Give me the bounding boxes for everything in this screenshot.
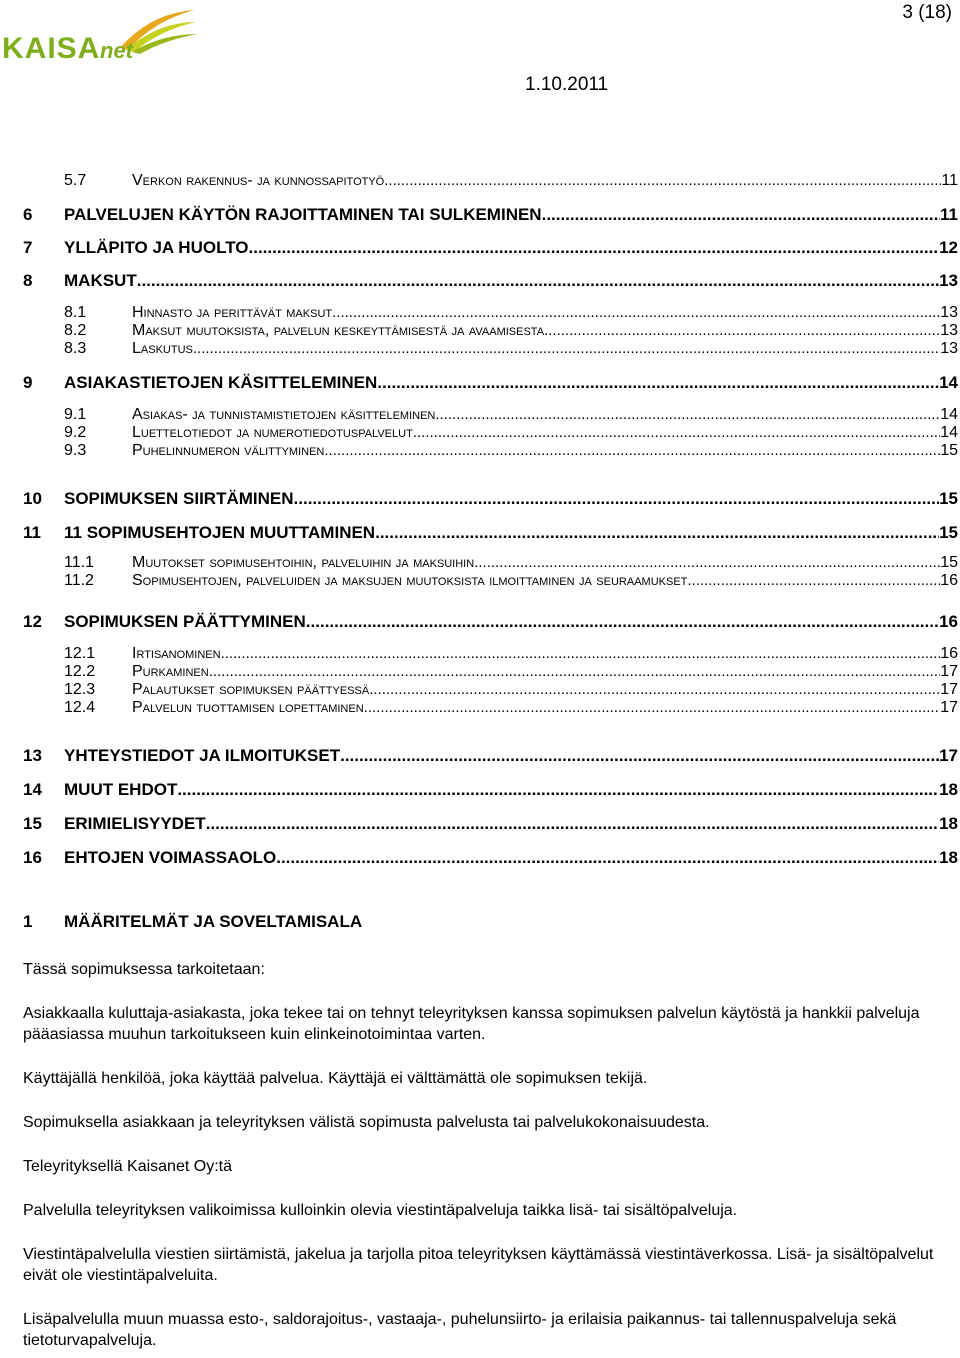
- toc-entry[interactable]: [23, 442, 958, 460]
- toc-entry-page: 17: [939, 746, 958, 765]
- toc-entry-label: MAKSUT: [64, 271, 137, 290]
- toc-entry-page: 17: [940, 681, 958, 698]
- toc-entry[interactable]: [23, 699, 958, 717]
- section-number: 1: [23, 912, 33, 931]
- toc-entry[interactable]: [23, 406, 958, 424]
- toc-entry-number: 8.2: [64, 322, 87, 339]
- toc-entry-number: 15: [23, 814, 42, 833]
- toc-entry-page: 13: [939, 271, 958, 290]
- document-date: 1.10.2011: [525, 74, 609, 95]
- toc-entry-label: Laskutus: [132, 340, 193, 357]
- paragraph: Käyttäjällä henkilöä, joka käyttää palvelua. Käyttäjä ei välttämättä ole sopimuksen tekijä.: [23, 1070, 648, 1087]
- toc-entry-page: 16: [939, 612, 958, 631]
- toc-entry[interactable]: [23, 271, 958, 291]
- toc-leader-dots: [377, 373, 939, 393]
- toc-leader-dots: [544, 322, 940, 339]
- toc-leader-dots: [687, 572, 940, 589]
- paragraph: Teleyrityksellä Kaisanet Oy:tä: [23, 1158, 232, 1175]
- toc-entry-number: 11.1: [64, 554, 94, 571]
- toc-leader-dots: [542, 205, 940, 225]
- toc-entry-page: 16: [940, 572, 958, 589]
- toc-entry-number: 12.1: [64, 645, 96, 662]
- toc-leader-dots: [276, 848, 939, 868]
- toc-leader-dots: [221, 645, 941, 662]
- toc-entry[interactable]: [23, 780, 958, 800]
- toc-entry-label: Sopimusehtojen, palveluiden ja maksujen muutoksista ilmoittaminen ja seuraamukset: [132, 572, 688, 589]
- section-title: MÄÄRITELMÄT JA SOVELTAMISALA: [64, 912, 363, 931]
- toc-entry-page: 15: [940, 554, 958, 571]
- toc-entry-number: 5.7: [64, 172, 87, 189]
- toc-entry-label: YLLÄPITO JA HUOLTO: [64, 238, 249, 257]
- toc-leader-dots: [209, 663, 941, 680]
- toc-entry-page: 15: [939, 489, 958, 508]
- toc-entry[interactable]: [23, 663, 958, 681]
- toc-entry-label: SOPIMUKSEN SIIRTÄMINEN: [64, 489, 294, 508]
- toc-entry-page: 18: [939, 814, 958, 833]
- toc-entry[interactable]: [23, 172, 958, 190]
- paragraph: Tässä sopimuksessa tarkoitetaan:: [23, 961, 265, 978]
- toc-leader-dots: [435, 406, 940, 423]
- toc-entry-page: 11: [940, 205, 958, 224]
- toc-entry-number: 8.3: [64, 340, 87, 357]
- toc-entry-label: MUUT EHDOT: [64, 780, 178, 799]
- toc-entry-number: 9.3: [64, 442, 87, 459]
- toc-entry-number: 14: [23, 780, 42, 799]
- kaisanet-logo: [0, 8, 200, 68]
- toc-leader-dots: [364, 699, 941, 716]
- section-heading: [23, 912, 362, 932]
- toc-entry-page: 18: [939, 848, 958, 867]
- toc-entry[interactable]: [23, 424, 958, 442]
- toc-entry-label: ASIAKASTIETOJEN KÄSITTELEMINEN: [64, 373, 378, 392]
- toc-entry[interactable]: [23, 373, 958, 393]
- toc-entry-page: 14: [939, 373, 958, 392]
- toc-entry[interactable]: [23, 523, 958, 543]
- toc-entry[interactable]: [23, 304, 958, 322]
- toc-leader-dots: [193, 340, 940, 357]
- toc-entry-number: 12.2: [64, 663, 96, 680]
- toc-leader-dots: [249, 238, 940, 258]
- toc-entry-page: 12: [939, 238, 958, 257]
- toc-entry-page: 11: [941, 172, 958, 189]
- paragraph: Viestintäpalvelulla viestien siirtämistä, jakelua ja tarjolla pitoa teleyrityksen käyttämässä viestintäverkossa. Lisä- ja sisältöpalvelut eivät ole viestintäpalveluita.: [23, 1246, 934, 1284]
- toc-leader-dots: [369, 681, 940, 698]
- logo-wordmark: KAISA: [2, 32, 101, 65]
- paragraph: Asiakkaalla kuluttaja-asiakasta, joka tekee tai on tehnyt teleyrityksen kanssa sopimuksen palvelun käytöstä ja hankkii palveluja pääasiassa muuhun tarkoitukseen kuin elinkeinotoimintaa varten.: [23, 1005, 920, 1043]
- toc-entry-number: 9: [23, 373, 33, 392]
- toc-entry-page: 13: [940, 340, 958, 357]
- toc-entry-number: 12.4: [64, 699, 96, 716]
- toc-entry[interactable]: [23, 572, 958, 590]
- toc-entry-number: 10: [23, 489, 42, 508]
- toc-entry-label: Asiakas- ja tunnistamistietojen käsitteleminen: [132, 406, 436, 423]
- paragraph: Lisäpalvelulla muun muassa esto-, saldorajoitus-, vastaaja-, puhelunsiirto- ja erilaisia paikannus- tai tallennuspalveluja sekä tietoturvapalveluja.: [23, 1311, 897, 1349]
- toc-entry-number: 11: [23, 523, 41, 542]
- svg-text:net: net: [100, 38, 133, 63]
- toc-entry-label: SOPIMUKSEN PÄÄTTYMINEN: [64, 612, 306, 631]
- toc-leader-dots: [294, 489, 940, 509]
- toc-entry-label: 11 SOPIMUSEHTOJEN MUUTTAMINEN: [64, 523, 376, 542]
- toc-entry-label: Palautukset sopimuksen päättyessä: [132, 681, 370, 698]
- toc-leader-dots: [324, 442, 940, 459]
- toc-entry-page: 16: [940, 645, 958, 662]
- toc-entry[interactable]: [23, 340, 958, 358]
- toc-entry[interactable]: [23, 814, 958, 834]
- toc-entry-label: Hinnasto ja perittävät maksut: [132, 304, 333, 321]
- toc-entry-label: PALVELUJEN KÄYTÖN RAJOITTAMINEN TAI SULKEMINEN: [64, 205, 542, 224]
- toc-entry[interactable]: [23, 205, 958, 225]
- toc-entry[interactable]: [23, 746, 958, 766]
- toc-leader-dots: [474, 554, 940, 571]
- toc-leader-dots: [306, 612, 939, 632]
- toc-entry-label: Maksut muutoksista, palvelun keskeyttämisestä ja avaamisesta: [132, 322, 545, 339]
- toc-entry-number: 11.2: [64, 572, 94, 589]
- toc-entry-number: 9.2: [64, 424, 87, 441]
- toc-leader-dots: [206, 814, 939, 834]
- toc-entry-number: 16: [23, 848, 42, 867]
- toc-leader-dots: [375, 523, 939, 543]
- toc-entry-label: Palvelun tuottamisen lopettaminen: [132, 699, 364, 716]
- toc-leader-dots: [332, 304, 940, 321]
- toc-entry[interactable]: [23, 322, 958, 340]
- toc-entry-number: 9.1: [64, 406, 87, 423]
- toc-entry-label: Irtisanominen: [132, 645, 221, 662]
- toc-entry-number: 8: [23, 271, 33, 290]
- toc-entry-page: 15: [940, 442, 958, 459]
- toc-leader-dots: [340, 746, 939, 766]
- toc-entry-number: 13: [23, 746, 42, 765]
- toc-entry-label: Muutokset sopimusehtoihin, palveluihin ja maksuihin: [132, 554, 475, 571]
- page-number: 3 (18): [902, 2, 952, 23]
- toc-entry-page: 14: [940, 424, 958, 441]
- toc-leader-dots: [177, 780, 939, 800]
- toc-entry-page: 15: [939, 523, 958, 542]
- toc-entry-label: EHTOJEN VOIMASSAOLO: [64, 848, 277, 867]
- toc-entry-page: 13: [940, 304, 958, 321]
- paragraph: Palvelulla teleyrityksen valikoimissa kulloinkin olevia viestintäpalveluja taikka lisä- tai sisältöpalveluja.: [23, 1202, 738, 1219]
- toc-entry-number: 6: [23, 205, 33, 224]
- toc-entry[interactable]: [23, 554, 958, 572]
- toc-entry-label: ERIMIELISYYDET: [64, 814, 206, 833]
- toc-leader-dots: [413, 424, 940, 441]
- toc-entry[interactable]: [23, 612, 958, 632]
- toc-entry[interactable]: [23, 238, 958, 258]
- toc-entry-page: 17: [940, 699, 958, 716]
- paragraph: Sopimuksella asiakkaan ja teleyrityksen välistä sopimusta palvelusta tai palvelukokonaisuudesta.: [23, 1114, 710, 1131]
- toc-entry-number: 12: [23, 612, 42, 631]
- toc-entry[interactable]: [23, 681, 958, 699]
- toc-entry[interactable]: [23, 645, 958, 663]
- toc-entry[interactable]: [23, 848, 958, 868]
- toc-entry-page: 18: [939, 780, 958, 799]
- toc-entry-page: 17: [940, 663, 958, 680]
- toc-leader-dots: [137, 271, 939, 291]
- toc-entry-number: 8.1: [64, 304, 87, 321]
- toc-entry-label: Purkaminen: [132, 663, 209, 680]
- toc-entry-label: Luettelotiedot ja numerotiedotuspalvelut: [132, 424, 413, 441]
- toc-leader-dots: [384, 172, 941, 189]
- toc-entry-page: 13: [940, 322, 958, 339]
- toc-entry-number: 7: [23, 238, 33, 257]
- toc-entry-label: Verkon rakennus- ja kunnossapitotyö: [132, 172, 385, 189]
- toc-entry-number: 12.3: [64, 681, 96, 698]
- toc-entry-label: YHTEYSTIEDOT JA ILMOITUKSET: [64, 746, 341, 765]
- toc-entry-page: 14: [940, 406, 958, 423]
- toc-entry[interactable]: [23, 489, 958, 509]
- toc-entry-label: Puhelinnumeron välittyminen: [132, 442, 325, 459]
